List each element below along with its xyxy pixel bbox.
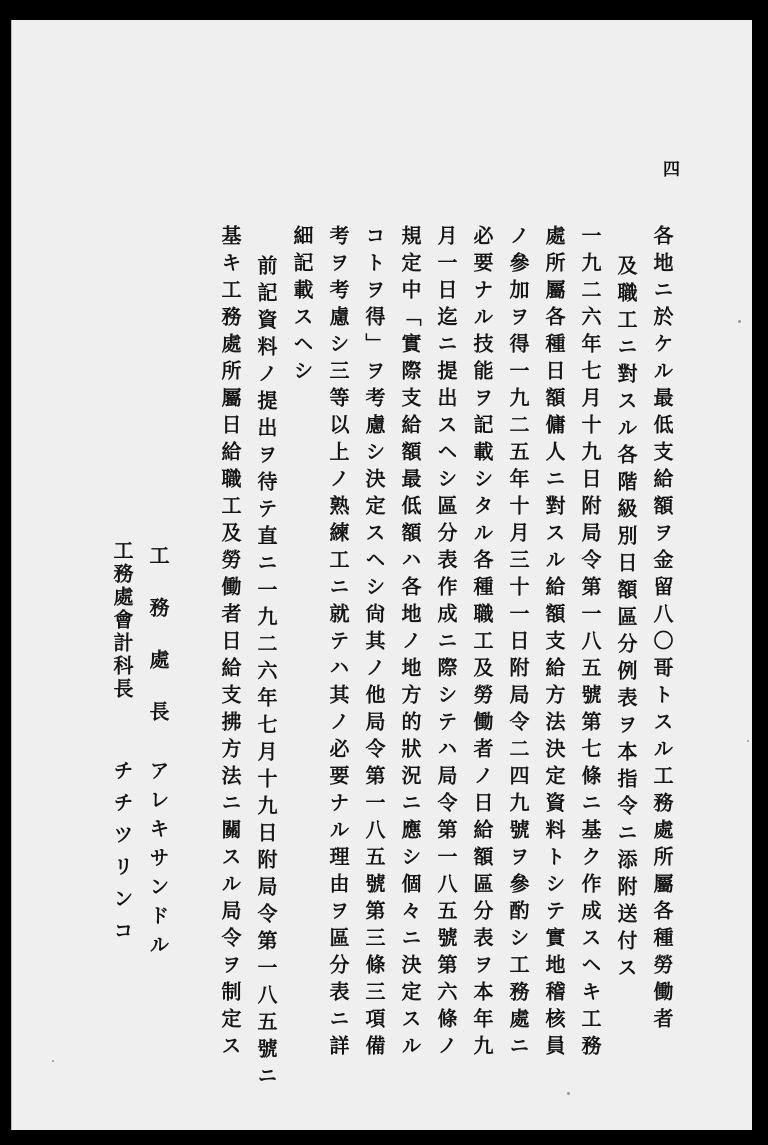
document-page [11,20,752,1130]
body-line-8: 規定中「實際支給額最低額ハ各地ノ地方的狀況ニ應シ個々ニ決定スル [398,225,422,1062]
scan-speck [747,740,749,742]
scan-speck [738,320,741,323]
body-line-13: 基キ工務處所屬日給職工及勞働者日給支拂方法ニ關スル局令ヲ制定ス [218,225,242,1062]
body-line-9: コトヲ得」ヲ考慮シ決定スヘシ尙其ノ他局令第一八五號第三條三項備 [362,225,386,1062]
signature-name-accounting: チチツリンコ [110,760,134,952]
body-line-1: 各地ニ於ケル最低支給額ヲ金留八〇哥トスル工務處所屬各種勞働者 [650,225,674,1035]
signature-title-director: 工 務 處 長 [146,545,170,727]
signature-title-accounting: 工務處會計科長 [110,540,134,701]
body-line-11: 細記載スヘシ [290,225,314,387]
body-line-5: ノ參加ヲ得一九二五年十月三十一日附局令二四九號ヲ參酌シ工務處ニ [506,225,530,1062]
body-line-12: 前記資料ノ提出ヲ待テ直ニ一九二六年七月十九日附局令第一八五號ニ [254,255,278,1092]
page-number: 四 [659,160,679,177]
body-line-2: 及職工ニ對スル各階級別日額區分例表ヲ本指令ニ添附送付ス [614,255,638,984]
body-line-10: 考ヲ考慮シ三等以上ノ熟練工ニ就テハ其ノ必要ナル理由ヲ區分表ニ詳 [326,225,350,1062]
body-line-7: 月一日迄ニ提出スヘシ區分表作成ニ際シテハ局令第一八五號第六條ノ [434,225,458,1062]
body-line-4: 處所屬各種日額傭人ニ對スル給額支給方法決定資料トシテ實地稽核員 [542,225,566,1062]
signature-name-director: アレキサンドル [146,760,170,963]
body-line-3: 一九二六年七月十九日附局令第一八五號第七條ニ基ク作成スヘキ工務 [578,225,602,1062]
scan-speck [52,1060,54,1062]
body-line-6: 必要ナル技能ヲ記載シタル各種職工及勞働者ノ日給額區分表ヲ本年九 [470,225,494,1062]
scan-speck [567,1092,570,1095]
